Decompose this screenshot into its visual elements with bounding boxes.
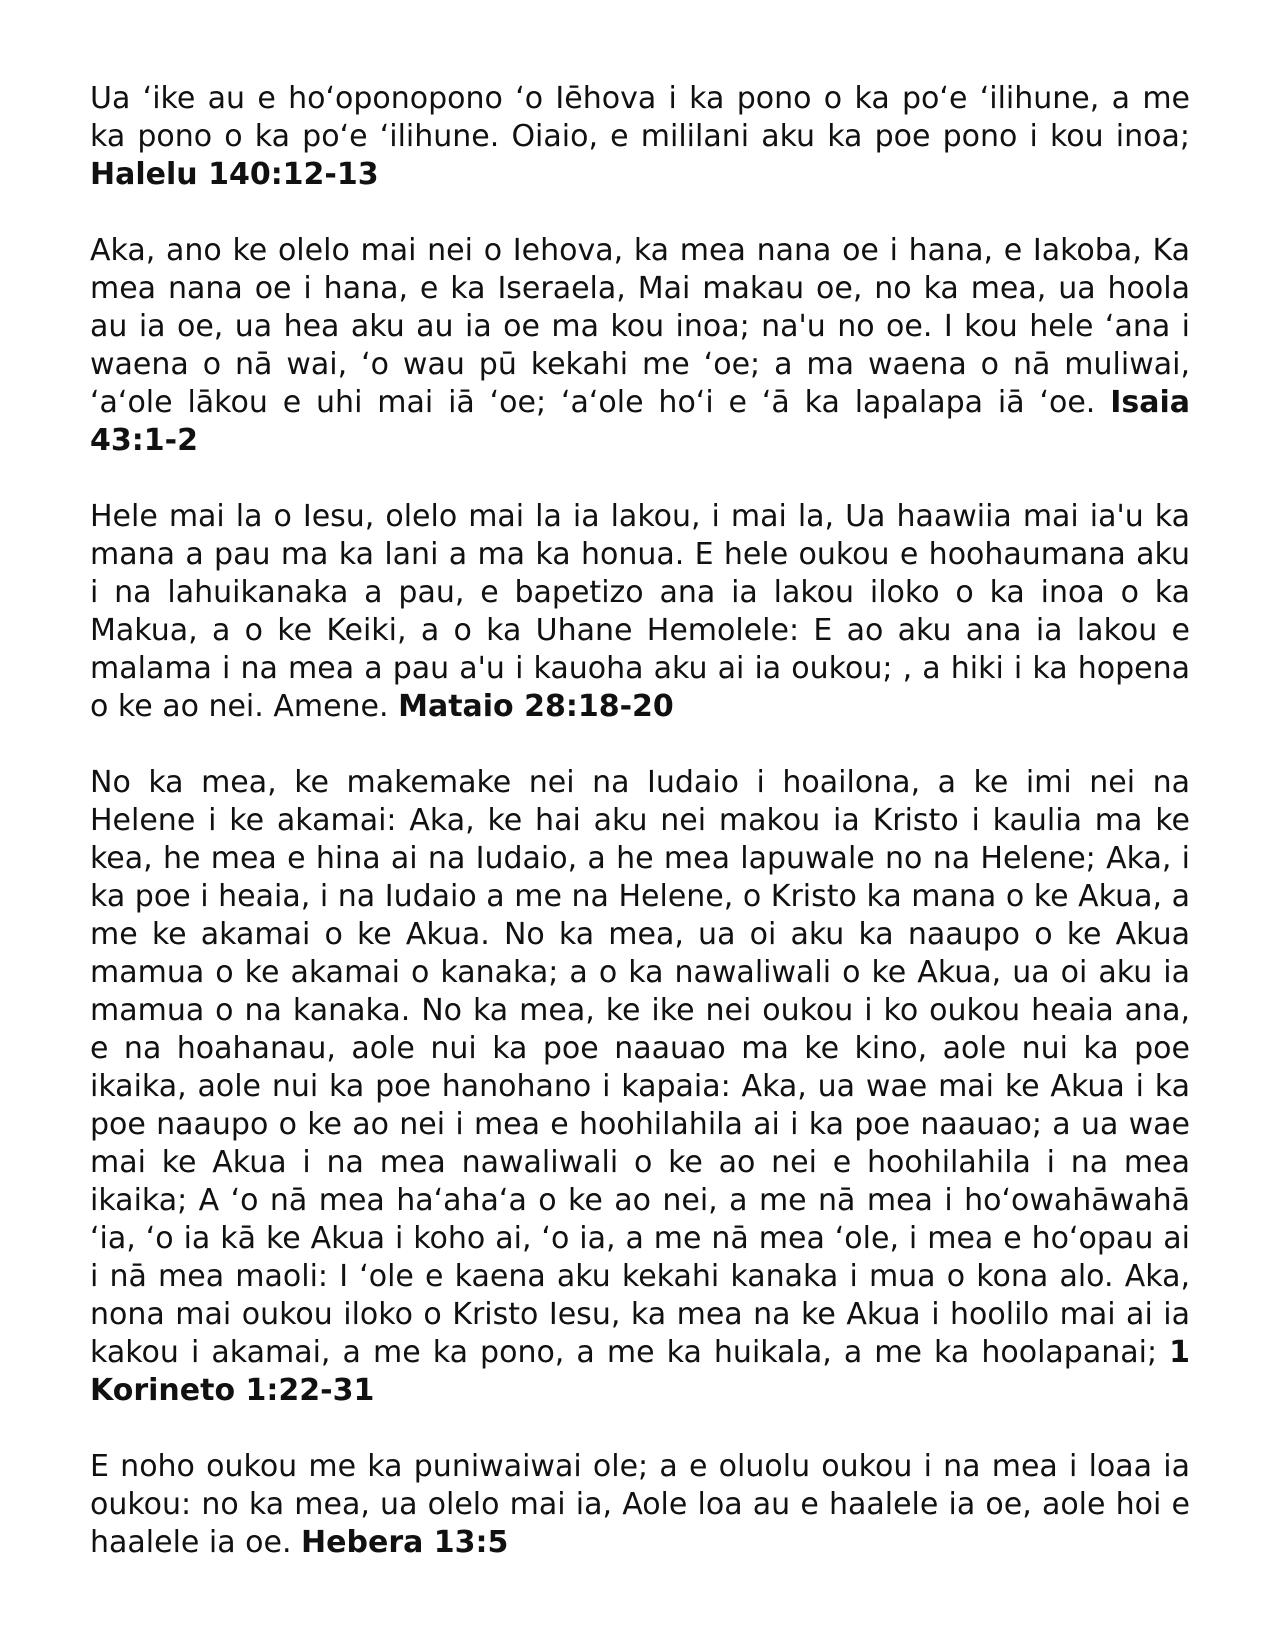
passage-text: E noho oukou me ka puniwaiwai ole; a e oluolu oukou i na mea i loaa ia oukou: no ka mea, ua olelo mai ia, Aole loa au e haalele ia oe, aole hoi e haalele ia oe. — [90, 1449, 1190, 1560]
passage-text: Aka, ano ke olelo mai nei o Iehova, ka mea nana oe i hana, e Iakoba, Ka mea nana oe i hana, e ka Iseraela, Mai makau oe, no ka mea, ua hoola au ia oe, ua hea aku au ia oe ma kou inoa; na'u no oe. I kou hele ʻana i waena o nā wai, ʻo wau pū kekahi me ʻoe; a ma waena o nā muliwai, ʻaʻole lākou e uhi mai iā ʻoe; ʻaʻole hoʻi e ʻā ka lapalapa iā ʻoe. — [90, 233, 1190, 420]
passage-text: No ka mea, ke makemake nei na Iudaio i hoailona, a ke imi nei na Helene i ke akamai: Aka, ke hai aku nei makou ia Kristo i kaulia ma ke kea, he mea e hina ai na Iudaio, a he mea lapuwale no na Helene; Aka, i ka poe i heaia, i na Iudaio a me na Helene, o Kristo ka mana o ke Akua, a me ke akamai o ke Akua. No ka mea, ua oi aku ka naaupo o ke Akua mamua o ke akamai o kanaka; a o ka nawaliwali o ke Akua, ua oi aku ia mamua o na kanaka. No ka mea, ke ike nei oukou i ko oukou heaia ana, e na hoahanau, aole nui ka poe naauao ma ke kino, aole nui ka poe ikaika, aole nui ka poe hanohano i kapaia: Aka, ua wae mai ke Akua i ka poe naaupo o ke ao nei i mea e hoohilahila ai i ka poe naauao; a ua wae mai ke Akua i na mea nawaliwali o ke ao nei e hoohilahila i na mea ikaika; A ʻo nā mea haʻahaʻa o ke ao nei, a me nā mea i hoʻowahāwahā ʻia, ʻo ia kā ke Akua i koho ai, ʻo ia, a me nā mea ʻole, i mea e hoʻopau ai i nā mea maoli: I ʻole e kaena aku kekahi kanaka i mua o kona alo. Aka, nona mai oukou iloko o Kristo Iesu, ka mea na ke Akua i hoolilo mai ai ia kakou i akamai, a me ka pono, a me ka huikala, a me ka hoolapanai; — [90, 765, 1190, 1370]
passage-text: Hele mai la o Iesu, olelo mai la ia lakou, i mai la, Ua haawiia mai ia'u ka mana a pau ma ka lani a ma ka honua. E hele oukou e hoohaumana aku i na lahuikanaka a pau, e bapetizo ana ia lakou iloko o ka inoa o ka Makua, a o ke Keiki, a o ka Uhane Hemolele: E ao aku ana ia lakou e malama i na mea a pau a'u i kauoha aku ai ia oukou; , a hiki i ka hopena o ke ao nei. Amene. — [90, 499, 1190, 724]
scripture-passage-3 — [90, 498, 1190, 726]
scripture-passage-5 — [90, 1448, 1190, 1562]
document-page — [90, 80, 1190, 1600]
scripture-passage-2 — [90, 232, 1190, 460]
passage-reference: Mataio 28:18-20 — [398, 689, 674, 724]
scripture-passage-4 — [90, 764, 1190, 1410]
scripture-passage-1 — [90, 80, 1190, 194]
passage-reference: Isaia 43:1-2 — [90, 385, 1190, 458]
passage-text: Ua ʻike au e hoʻoponopono ʻo Iēhova i ka pono o ka poʻe ʻilihune, a me ka pono o ka poʻe ʻilihune. Oiaio, e mililani aku ka poe pono i kou inoa; — [90, 81, 1190, 154]
passage-reference: Hebera 13:5 — [301, 1525, 509, 1560]
passage-reference: Halelu 140:12-13 — [90, 157, 379, 192]
passage-reference: 1 Korineto 1:22-31 — [90, 1335, 1190, 1408]
